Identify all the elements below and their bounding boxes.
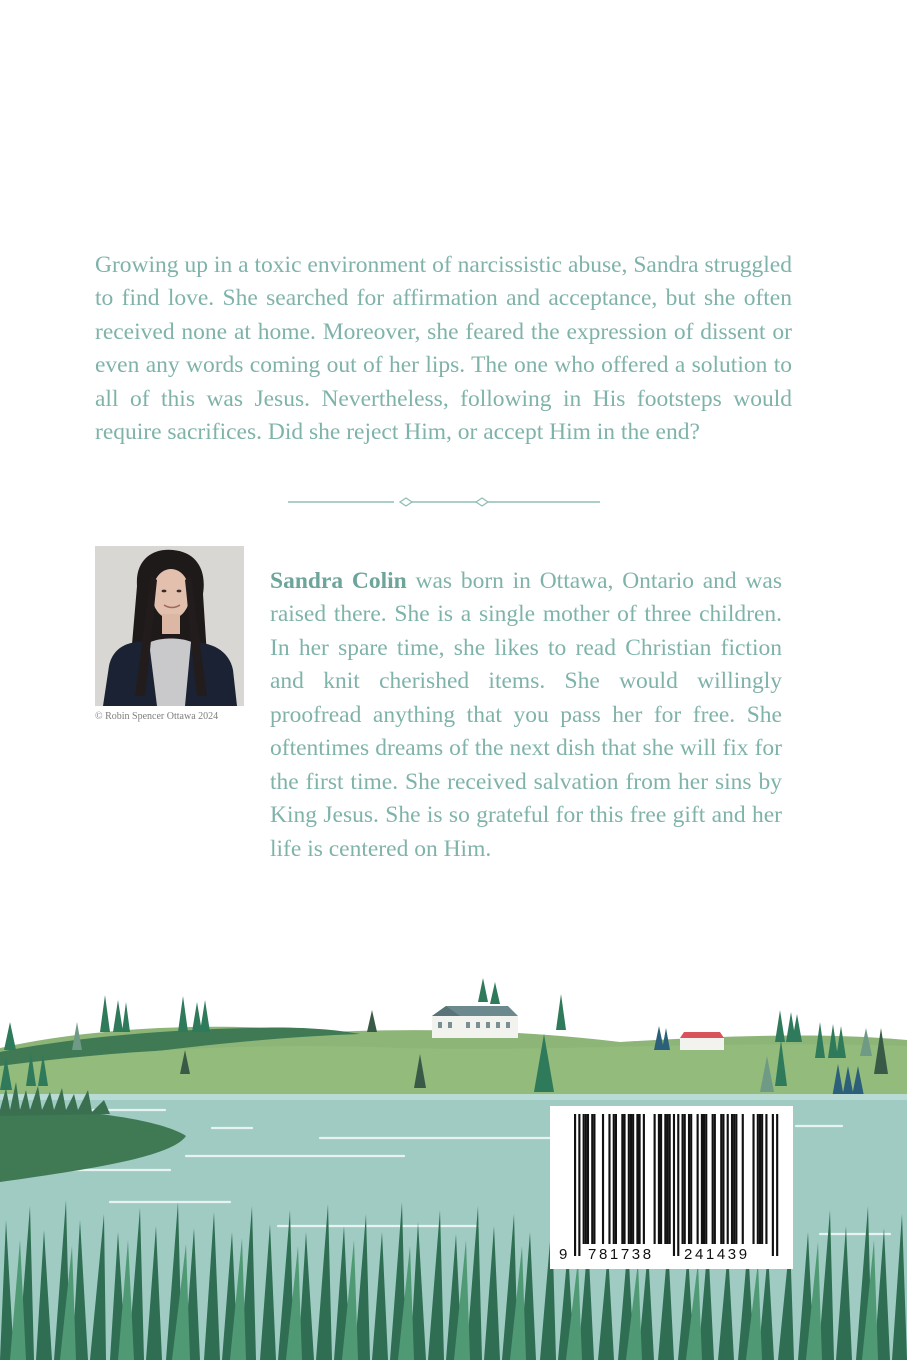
barcode-bar bbox=[733, 1114, 735, 1244]
barcode-bar bbox=[701, 1114, 703, 1244]
barcode-bar bbox=[654, 1114, 656, 1244]
barcode-bar bbox=[712, 1114, 714, 1244]
barcode-bar bbox=[688, 1114, 690, 1244]
barcode-bars bbox=[550, 1106, 793, 1269]
barcode-bar bbox=[636, 1114, 638, 1244]
photo-credit: © Robin Spencer Ottawa 2024 bbox=[95, 711, 219, 722]
barcode-bar bbox=[731, 1114, 733, 1244]
barcode-bar bbox=[705, 1114, 707, 1244]
barcode-bar bbox=[759, 1114, 761, 1244]
barcode-lead-digit: 9 bbox=[559, 1246, 568, 1263]
barcode-bar bbox=[658, 1114, 660, 1244]
barcode-bar bbox=[613, 1114, 615, 1244]
barcode-bar bbox=[664, 1114, 666, 1244]
barcode-bar bbox=[621, 1114, 623, 1244]
barcode-bar bbox=[697, 1114, 699, 1244]
isbn-barcode bbox=[550, 1106, 793, 1269]
barcode-bar bbox=[574, 1114, 576, 1256]
barcode-bar bbox=[583, 1114, 585, 1244]
barcode-bar bbox=[643, 1114, 645, 1244]
book-blurb: Growing up in a toxic environment of narcissistic abuse, Sandra struggled to find love. She searched for affirmation and acceptance, but she often received none at home. Moreover, she feared the expression of dissent or even any words coming out of her lips. The one who offered a solution to all of this was Jesus. Nevertheless, following in His footsteps would require sacrifices. Did she reject Him, or accept Him in the end? bbox=[95, 251, 792, 445]
farmhouse bbox=[432, 1006, 518, 1038]
barcode-bar bbox=[585, 1114, 587, 1244]
barcode-bar bbox=[608, 1114, 610, 1244]
barcode-bar bbox=[757, 1114, 759, 1244]
barcode-bar bbox=[602, 1114, 604, 1244]
barcode-bar bbox=[593, 1114, 595, 1244]
barcode-bar bbox=[720, 1114, 722, 1244]
barcode-right-group: 241439 bbox=[684, 1246, 750, 1263]
barcode-bar bbox=[727, 1114, 729, 1244]
barcode-bar bbox=[615, 1114, 617, 1244]
barcode-bar bbox=[666, 1114, 668, 1244]
barcode-bar bbox=[623, 1114, 625, 1244]
barcode-bar bbox=[669, 1114, 671, 1244]
barcode-bar bbox=[690, 1114, 692, 1244]
barcode-bar bbox=[673, 1114, 675, 1256]
barcode-bar bbox=[684, 1114, 686, 1244]
barcode-bar bbox=[765, 1114, 767, 1244]
barcode-bar bbox=[752, 1114, 754, 1244]
barcode-bar bbox=[660, 1114, 662, 1244]
author-photo bbox=[95, 546, 244, 706]
barcode-bar bbox=[722, 1114, 724, 1244]
red-roof-house bbox=[680, 1032, 724, 1050]
author-bio bbox=[270, 565, 782, 867]
barcode-bar bbox=[632, 1114, 634, 1244]
barcode-bar bbox=[630, 1114, 632, 1244]
barcode-digits bbox=[550, 1246, 793, 1266]
barcode-bar bbox=[587, 1114, 589, 1244]
author-bio-text: was born in Ottawa, Ontario and was raised there. She is a single mother of three children. In her spare time, she likes to read Christian fiction and knit cherished items. She would willingly proofread anything that you pass her for free. She oftentimes dreams of the next dish that she will fix for the first time. She received salvation from her sins by King Jesus. She is so grateful for this free gift and her life is centered on Him. bbox=[270, 567, 782, 862]
barcode-bar bbox=[772, 1114, 774, 1256]
barcode-bar bbox=[703, 1114, 705, 1244]
barcode-bar bbox=[742, 1114, 744, 1244]
barcode-bar bbox=[677, 1114, 679, 1256]
barcode-bar bbox=[628, 1114, 630, 1244]
barcode-left-group: 781738 bbox=[588, 1246, 654, 1263]
barcode-bar bbox=[682, 1114, 684, 1244]
barcode-bar bbox=[591, 1114, 593, 1244]
ornamental-divider bbox=[288, 492, 600, 512]
author-name: Sandra Colin bbox=[270, 567, 407, 594]
barcode-bar bbox=[776, 1114, 778, 1256]
barcode-bar bbox=[761, 1114, 763, 1244]
barcode-bar bbox=[714, 1114, 716, 1244]
barcode-bar bbox=[735, 1114, 737, 1244]
barcode-bar bbox=[639, 1114, 641, 1244]
barcode-bar bbox=[578, 1114, 580, 1256]
